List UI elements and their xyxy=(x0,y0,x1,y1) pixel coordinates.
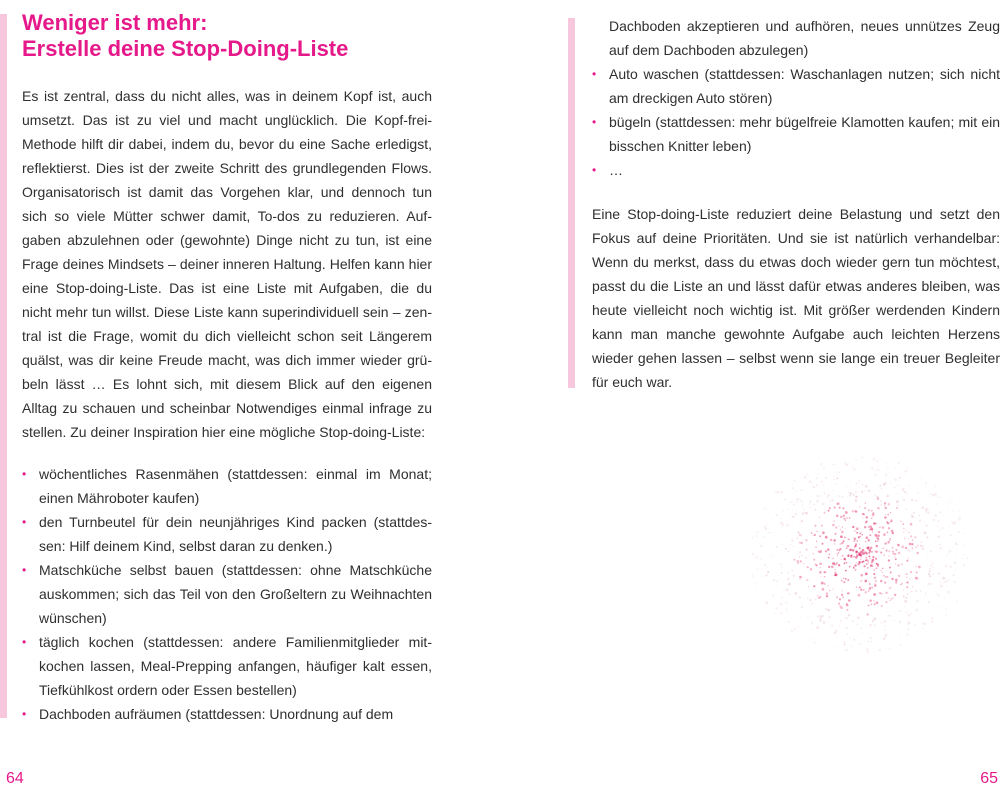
left-stop-doing-list xyxy=(22,462,432,726)
page-number-left: 64 xyxy=(6,770,24,787)
list-item: • täglich kochen (stattdessen: andere Familienmitglieder mitkochen lassen, Meal-Prepping anfangen, häufiger kalt essen, Tiefkühlkost ordern oder Essen bestellen) xyxy=(22,630,432,702)
heading-line-1: Weniger ist mehr: xyxy=(22,10,208,35)
page-heading xyxy=(22,10,348,62)
left-accent-bar xyxy=(0,14,7,718)
list-item: • Dachboden aufräumen (stattdessen: Unordnung auf dem xyxy=(22,702,432,726)
list-item: • Auto waschen (stattdessen: Waschanlagen nutzen; sich nicht am dreckigen Auto stören) xyxy=(592,62,1000,110)
ink-splatter-decoration xyxy=(740,430,980,670)
right-body-paragraph: Eine Stop-doing-Liste reduziert deine Belastung und setzt den Fokus auf deine Prioritäten. Und sie ist natürlich verhandelbar: Wenn du merkst, dass du etwas doch wieder gern tun möchtest, passt du die Liste an und lässt dafür etwas anderes bleiben, was heute vielleicht noch wichtig ist. Mit größer werdenden Kindern kann man manche gewohnte Aufgabe auch leichten Herzens wieder gehen lassen – selbst wenn sie lange ein treuer Begleiter für euch war. xyxy=(592,206,1000,390)
list-item-continuation: Dachboden akzeptieren und aufhören, neues unnützes Zeug auf dem Dachboden abzulegen) xyxy=(609,18,1000,58)
list-item: • bügeln (stattdessen: mehr bügelfreie Klamotten kaufen; mit ein bisschen Knitter leben) xyxy=(592,110,1000,158)
list-item: • Matschküche selbst bauen (stattdessen: ohne Matschküche auskommen; sich das Teil von den Großeltern zu Weihnachten wünschen) xyxy=(22,558,432,630)
right-stop-doing-list xyxy=(592,14,1000,182)
left-body-paragraph: Es ist zentral, dass du nicht alles, was in deinem Kopf ist, auch umsetzt. Das ist zu viel und macht unglücklich. Die Kopf-frei-Methode hilft dir dabei, indem du, bevor du eine Sache erledigst, reflektierst. Dies ist der zweite Schritt des grundlegenden Flows. Organisatorisch ist damit das Vorgehen klar, und dennoch tun sich so viele Mütter schwer damit, To-dos zu reduzieren. Aufgaben abzulehnen oder (gewohnte) Dinge nicht zu tun, ist eine Frage deines Mindsets – deiner inneren Haltung. Helfen kann hier eine Stop-doing-Liste. Das ist eine Liste mit Aufgaben, die du nicht mehr tun willst. Diese Liste kann superindividuell sein – zentral ist die Frage, womit du dich vielleicht schon seit Längerem quälst, was dir keine Freude macht, was dich immer wieder grübeln lässt … Es lohnt sich, mit diesem Blick auf den eigenen Alltag zu schauen und scheinbar Notwendiges einmal infrage zu stellen. Zu deiner Inspiration hier eine mögliche Stop-doing-Liste: xyxy=(22,88,432,440)
right-accent-bar xyxy=(568,18,575,388)
page-number-right: 65 xyxy=(980,770,998,787)
list-item: • wöchentliches Rasenmähen (stattdessen: einmal im Monat; einen Mähroboter kaufen) xyxy=(22,462,432,510)
heading-line-2: Erstelle deine Stop-Doing-Liste xyxy=(22,36,349,61)
list-item: • den Turnbeutel für dein neunjähriges Kind packen (stattdessen: Hilf deinem Kind, selbst daran zu denken.) xyxy=(22,510,432,558)
list-item: • … xyxy=(592,158,1000,182)
